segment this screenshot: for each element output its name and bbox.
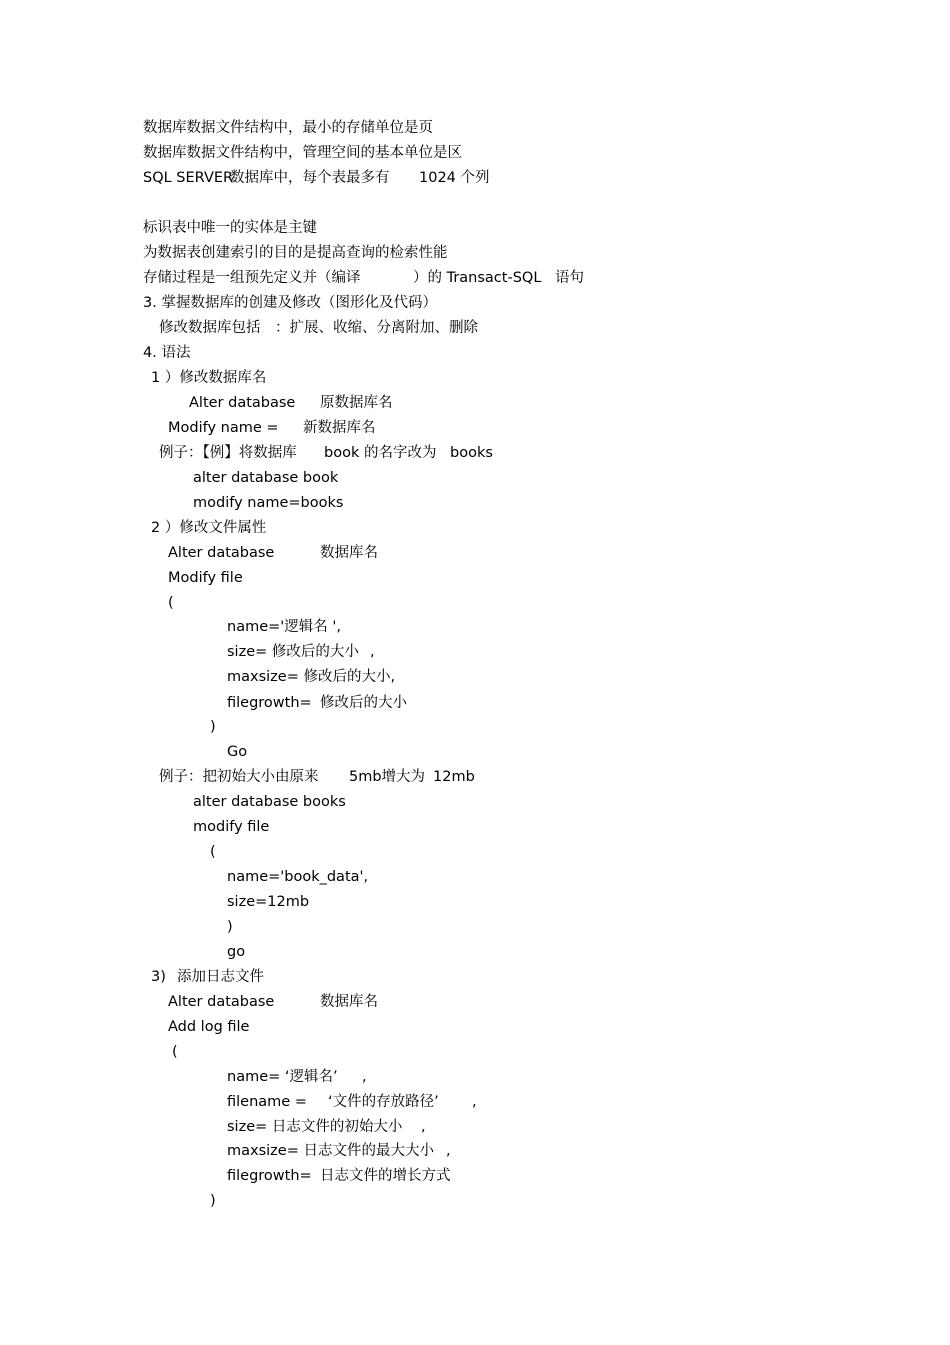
text-segment: 语句: [555, 270, 584, 286]
text-line: [210, 1192, 228, 1210]
text-line: [143, 219, 317, 237]
text-segment: Go: [227, 744, 248, 760]
text-line: [227, 1118, 426, 1136]
text-segment: 例子：【例】将数据库: [159, 445, 297, 461]
text-segment: 5mb增大为: [349, 769, 426, 785]
text-segment: 4. 语法: [143, 345, 191, 361]
text-segment: ,: [370, 644, 375, 660]
text-segment: SQL SERVER: [143, 170, 234, 186]
text-segment: 12mb: [433, 769, 475, 785]
text-segment: 数据库数据文件结构中，管理空间的基本单位是区: [143, 145, 462, 161]
text-line: [227, 943, 245, 961]
text-segment: name= ‘逻辑名’: [227, 1069, 338, 1085]
text-segment: Alter database: [168, 545, 275, 561]
text-line: [151, 968, 264, 986]
text-segment: 3. 掌握数据库的创建及修改（图形化及代码）: [143, 295, 437, 311]
text-segment: 数据库数据文件结构中，最小的存储单位是页: [143, 120, 433, 136]
text-segment: 例子：把初始大小由原来: [159, 769, 319, 785]
text-segment: ,: [472, 1094, 477, 1110]
text-segment: size= 日志文件的初始大小: [227, 1119, 403, 1135]
text-line: [193, 793, 346, 811]
text-line: [143, 244, 448, 262]
text-segment: ,: [446, 1143, 451, 1159]
text-segment: maxsize= 日志文件的最大大小: [227, 1143, 434, 1159]
text-segment: filename =: [227, 1094, 307, 1110]
text-line: [159, 768, 475, 786]
text-segment: 新数据库名: [303, 420, 376, 436]
text-segment: modify name=books: [193, 495, 344, 511]
text-line: [193, 469, 339, 487]
text-segment: books: [450, 445, 493, 461]
text-line: [227, 643, 375, 661]
text-segment: Alter database: [189, 395, 296, 411]
text-line: [210, 843, 228, 861]
text-segment: ‘文件的存放路径’: [328, 1094, 439, 1110]
text-segment: 1 ）修改数据库名: [151, 370, 267, 386]
text-line: [143, 144, 462, 162]
text-segment: alter database books: [193, 794, 346, 810]
text-segment: ): [210, 719, 216, 735]
text-line: [193, 494, 344, 512]
text-line: [168, 993, 378, 1011]
text-segment: 修改数据库包括: [159, 320, 261, 336]
text-segment: filegrowth=: [227, 1168, 312, 1184]
text-line: [143, 169, 490, 187]
text-line: [227, 868, 369, 886]
text-line: [227, 918, 245, 936]
text-segment: 存储过程是一组预先定义并（编译: [143, 270, 361, 286]
text-segment: (: [210, 844, 216, 860]
text-segment: maxsize= 修改后的大小,: [227, 669, 396, 685]
text-line: [143, 344, 191, 362]
text-segment: 日志文件的增长方式: [320, 1168, 451, 1184]
text-line: [227, 1068, 367, 1086]
text-line: [227, 694, 407, 712]
text-segment: Modify file: [168, 570, 243, 586]
text-line: [168, 594, 186, 612]
text-segment: ): [210, 1193, 216, 1209]
text-segment: 原数据库名: [320, 395, 393, 411]
text-line: [189, 394, 393, 412]
text-segment: 3): [151, 969, 166, 985]
text-line: [227, 1167, 451, 1185]
text-line: [151, 519, 267, 537]
text-segment: alter database book: [193, 470, 339, 486]
text-line: [143, 294, 437, 312]
text-line: [168, 1018, 250, 1036]
text-line: [227, 1142, 451, 1160]
text-segment: 数据库名: [320, 994, 378, 1010]
text-line: [159, 444, 493, 462]
text-segment: name='逻辑名 ',: [227, 619, 341, 635]
text-line: [227, 618, 341, 636]
text-segment: Modify name =: [168, 420, 279, 436]
text-line: [143, 269, 584, 287]
text-segment: 数据库名: [320, 545, 378, 561]
text-line: [168, 569, 243, 587]
text-line: [227, 893, 310, 911]
text-segment: 标识表中唯一的实体是主键: [143, 220, 317, 236]
text-segment: ): [227, 919, 233, 935]
text-segment: name='book_data',: [227, 869, 369, 885]
text-line: [159, 319, 478, 337]
text-segment: Alter database: [168, 994, 275, 1010]
text-line: [172, 1043, 190, 1061]
text-line: [193, 818, 270, 836]
text-segment: book 的名字改为: [324, 445, 437, 461]
text-segment: go: [227, 944, 246, 960]
text-segment: 添加日志文件: [177, 969, 264, 985]
text-segment: (: [168, 595, 174, 611]
text-line: [151, 369, 267, 387]
text-line: [168, 544, 378, 562]
text-line: [143, 119, 433, 137]
text-segment: ）的 Transact-SQL: [413, 270, 542, 286]
text-line: [227, 1093, 477, 1111]
text-segment: size=12mb: [227, 894, 310, 910]
text-segment: 1024 个列: [419, 170, 490, 186]
text-line: [168, 419, 376, 437]
text-segment: 2 ）修改文件属性: [151, 520, 267, 536]
text-segment: size= 修改后的大小: [227, 644, 359, 660]
text-segment: 修改后的大小: [320, 695, 407, 711]
text-segment: (: [172, 1044, 178, 1060]
text-line: [227, 743, 248, 761]
text-segment: ,: [421, 1119, 426, 1135]
text-line: [210, 718, 228, 736]
text-segment: modify file: [193, 819, 270, 835]
text-segment: 数据库中，每个表最多有: [230, 170, 390, 186]
text-line: [227, 668, 396, 686]
text-segment: ：扩展、收缩、分离附加、删除: [275, 320, 478, 336]
text-segment: filegrowth=: [227, 695, 312, 711]
text-segment: ,: [362, 1069, 367, 1085]
text-segment: 为数据表创建索引的目的是提高查询的检索性能: [143, 245, 448, 261]
text-segment: Add log file: [168, 1019, 250, 1035]
